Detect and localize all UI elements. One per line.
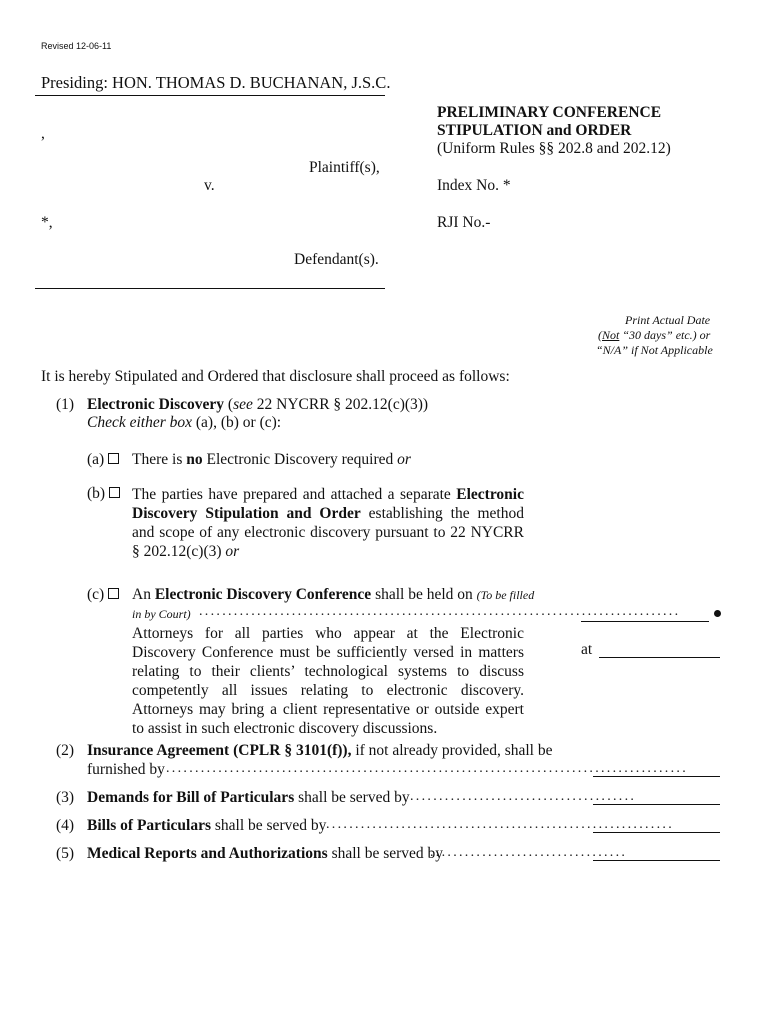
uniform-rules-citation: (Uniform Rules §§ 202.8 and 202.12) bbox=[437, 140, 671, 157]
option-c-checkbox[interactable] bbox=[108, 588, 119, 599]
item2-rest: if not already provided, shall be bbox=[351, 742, 553, 759]
option-c-text bbox=[132, 586, 534, 604]
item1-heading bbox=[87, 396, 428, 414]
item3-rest: shall be served by bbox=[294, 789, 410, 806]
leader-dots-4: ............................................................ bbox=[326, 817, 674, 832]
item4-number: (4) bbox=[56, 817, 75, 834]
date-note-not: Not bbox=[602, 328, 620, 342]
option-c-body: Attorneys for all parties who appear at the Electronic Discovery Conference must be sufficiently versed in matters relating to their clients’ technological systems to discuss competently all issues relating to electronic discovery. Attorneys may bring a client representative or outside expert to assist in such electronic discovery discussions. bbox=[132, 625, 524, 737]
presiding-judge: Presiding: HON. THOMAS D. BUCHANAN, J.S.C. bbox=[41, 73, 391, 92]
item3-number: (3) bbox=[56, 789, 75, 806]
caption-top-rule bbox=[35, 95, 385, 96]
option-a-text bbox=[132, 451, 411, 469]
item1-instruction bbox=[87, 414, 281, 432]
option-a-letter: (a) bbox=[87, 451, 105, 468]
conference-time-blank[interactable] bbox=[599, 657, 720, 658]
item1-instruction-italic: Check either box bbox=[87, 414, 193, 431]
caption-bottom-rule bbox=[35, 288, 385, 289]
option-a-checkbox[interactable] bbox=[108, 453, 119, 464]
option-b-checkbox[interactable] bbox=[109, 487, 120, 498]
item1-cite-open: ( bbox=[224, 396, 234, 413]
option-c-post: shall be held on bbox=[371, 586, 477, 603]
defendant-name: *, bbox=[41, 214, 53, 231]
option-c-bold: Electronic Discovery Conference bbox=[154, 586, 372, 603]
item3-date-blank[interactable] bbox=[593, 804, 720, 805]
intro-text: It is hereby Stipulated and Ordered that disclosure shall proceed as follows: bbox=[41, 368, 510, 385]
item1-cite-rest: 22 NYCRR § 202.12(c)(3)) bbox=[252, 396, 429, 413]
date-note-line3: “N/A” if Not Applicable bbox=[596, 343, 713, 357]
leader-dots-2: .......................................................................................... bbox=[166, 761, 688, 776]
option-a-pre: There is bbox=[132, 451, 187, 468]
item4-text bbox=[87, 817, 326, 835]
document-title-line2: STIPULATION and ORDER bbox=[437, 122, 632, 139]
plaintiff-name: , bbox=[41, 125, 45, 142]
item3-bold: Demands for Bill of Particulars bbox=[87, 789, 295, 806]
item5-text bbox=[87, 845, 443, 863]
option-b-pre: The parties have prepared and attached a separate bbox=[132, 486, 457, 503]
item1-heading-bold: Electronic Discovery bbox=[87, 396, 225, 413]
date-note-line1: Print Actual Date bbox=[625, 313, 711, 327]
item2-date-blank[interactable] bbox=[593, 776, 720, 777]
option-b-text bbox=[132, 485, 524, 561]
leader-dots-c: ................................................................................... bbox=[199, 604, 681, 619]
item4-date-blank[interactable] bbox=[593, 832, 720, 833]
option-c-fill2: in by Court) bbox=[132, 607, 191, 621]
revised-date: Revised 12-06-11 bbox=[41, 41, 112, 51]
date-note-paren: ( bbox=[598, 328, 602, 342]
item2-text bbox=[87, 742, 552, 760]
item5-number: (5) bbox=[56, 845, 75, 862]
versus-label: v. bbox=[204, 177, 215, 194]
option-c-label bbox=[87, 586, 121, 604]
option-b-letter: (b) bbox=[87, 485, 106, 502]
defendants-label: Defendant(s). bbox=[294, 251, 379, 268]
item1-instruction-rest: (a), (b) or (c): bbox=[192, 414, 282, 431]
document-title-line1: PRELIMINARY CONFERENCE bbox=[437, 104, 662, 121]
plaintiffs-label: Plaintiff(s), bbox=[309, 159, 380, 176]
item5-date-blank[interactable] bbox=[593, 860, 720, 861]
date-note-rest: “30 days” etc.) or bbox=[619, 328, 711, 342]
item4-rest: shall be served by bbox=[211, 817, 327, 834]
option-b-or: or bbox=[225, 543, 240, 560]
item2-bold: Insurance Agreement (CPLR § 3101(f)), bbox=[87, 742, 352, 759]
item1-number: (1) bbox=[56, 396, 75, 413]
leader-dots-3: ....................................... bbox=[410, 789, 637, 804]
conference-date-blank[interactable] bbox=[581, 621, 709, 622]
bullet-icon bbox=[714, 610, 721, 617]
leader-dots-5: .................................. bbox=[430, 845, 628, 860]
option-c-letter: (c) bbox=[87, 586, 105, 603]
item1-cite-see: see bbox=[233, 396, 253, 413]
item2-line2: furnished by bbox=[87, 761, 165, 778]
option-c-pre: An bbox=[132, 586, 155, 603]
option-a-post: Electronic Discovery required bbox=[202, 451, 398, 468]
option-a-no: no bbox=[186, 451, 203, 468]
item3-text bbox=[87, 789, 410, 807]
option-c-fill1: (To be filled bbox=[476, 588, 535, 602]
option-b-label bbox=[87, 485, 122, 503]
option-b-bold: Electronic Discovery Stipulation and Order bbox=[132, 486, 524, 522]
option-a-label bbox=[87, 451, 121, 469]
item4-bold: Bills of Particulars bbox=[87, 817, 211, 834]
option-a-or: or bbox=[397, 451, 411, 468]
index-number: Index No. * bbox=[437, 177, 511, 194]
item2-number: (2) bbox=[56, 742, 75, 759]
rji-number: RJI No.- bbox=[437, 214, 491, 231]
date-note-line2 bbox=[598, 328, 710, 343]
item5-bold: Medical Reports and Authorizations bbox=[87, 845, 328, 862]
item5-rest: shall be served by bbox=[327, 845, 444, 862]
conference-at-label: at bbox=[581, 641, 593, 658]
option-b-post: establishing the method and scope of any electronic discovery pursuant to 22 NYCRR § 202.12(c)(3) bbox=[132, 505, 524, 560]
